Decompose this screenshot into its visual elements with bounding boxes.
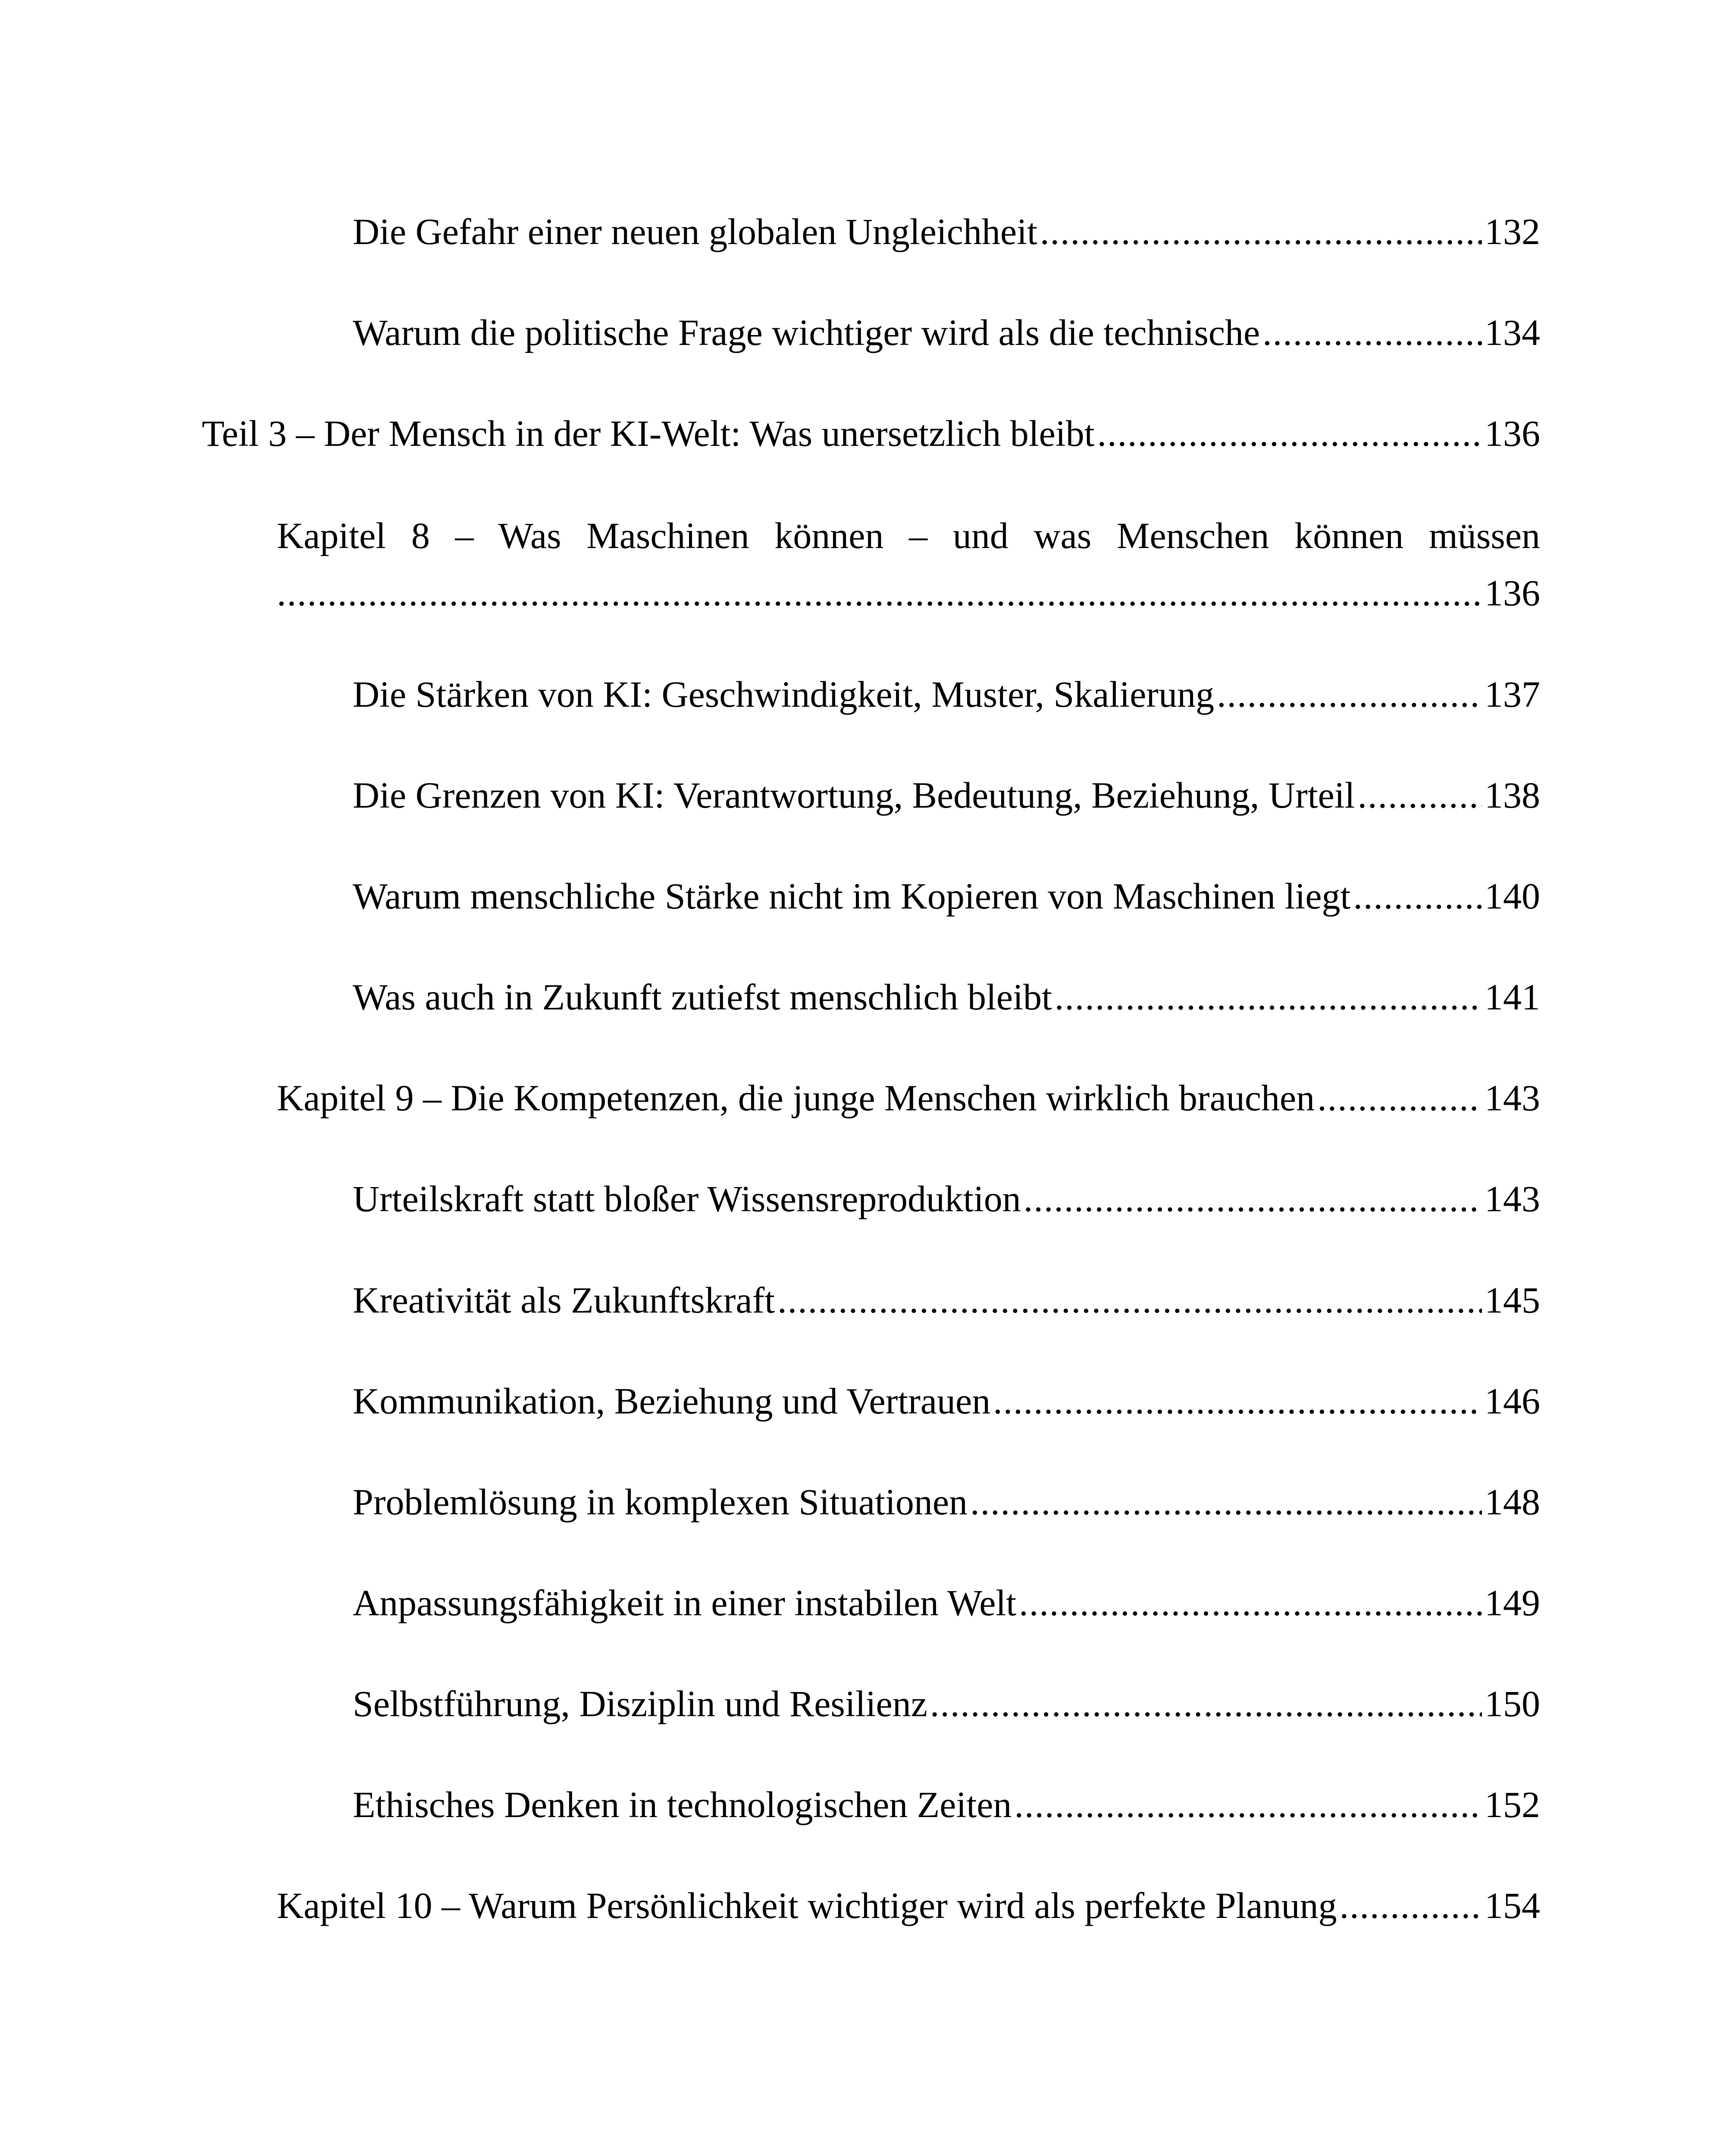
toc-entry-page: 148: [1485, 1481, 1540, 1523]
toc-entry[interactable]: [353, 1276, 1540, 1324]
toc-entry[interactable]: [353, 872, 1540, 920]
toc-entry-page: 136: [1485, 413, 1540, 454]
dot-leader: [1317, 1074, 1482, 1122]
toc-entry-title: Urteilskraft statt bloßer Wissensreproduktion: [353, 1178, 1021, 1219]
toc-entry-title: Die Gefahr einer neuen globalen Ungleichheit: [353, 211, 1037, 252]
toc-entry-title: Teil 3 – Der Mensch in der KI-Welt: Was unersetzlich bleibt: [202, 413, 1095, 454]
toc-entry-page: 149: [1485, 1582, 1540, 1623]
dot-leader: [1353, 872, 1482, 920]
toc-entry[interactable]: [353, 1579, 1540, 1626]
toc-entry-title: Kreativität als Zukunftskraft: [353, 1279, 775, 1321]
dot-leader: [1358, 771, 1482, 819]
toc-entry[interactable]: [353, 1377, 1540, 1425]
toc-entry-page: 132: [1485, 211, 1540, 252]
dot-leader: [1019, 1579, 1482, 1626]
toc-entry-page: 141: [1485, 976, 1540, 1018]
toc-entry-page: 143: [1485, 1077, 1540, 1119]
toc-entry[interactable]: [353, 1781, 1540, 1828]
dot-leader: [1262, 309, 1482, 356]
toc-entry-page: 134: [1485, 312, 1540, 353]
dot-leader: [1217, 671, 1482, 718]
toc-entry-page: 138: [1485, 774, 1540, 816]
toc-entry-title: Warum die politische Frage wichtiger wird als die technische: [353, 312, 1260, 353]
dot-leader: [277, 569, 1482, 617]
toc-chapter-leader-line[interactable]: [277, 569, 1540, 617]
toc-chapter-entry[interactable]: [277, 1882, 1540, 1929]
toc-entry-title: Selbstführung, Disziplin und Resilienz: [353, 1683, 927, 1724]
toc-entry-page: 146: [1485, 1380, 1540, 1422]
toc-entry-title: Was auch in Zukunft zutiefst menschlich bleibt: [353, 976, 1052, 1018]
toc-entry-page: 137: [1485, 674, 1540, 715]
toc-entry[interactable]: [353, 771, 1540, 819]
toc-entry-page: 150: [1485, 1683, 1540, 1724]
dot-leader: [1055, 973, 1482, 1021]
toc-entry-page: 136: [1485, 572, 1540, 614]
toc-entry[interactable]: [353, 973, 1540, 1021]
dot-leader: [1340, 1882, 1482, 1929]
toc-entry-page: 152: [1485, 1784, 1540, 1825]
toc-entry-page: 154: [1485, 1885, 1540, 1926]
toc-entry-page: 140: [1485, 875, 1540, 917]
toc-entry-title: Problemlösung in komplexen Situationen: [353, 1481, 968, 1523]
dot-leader: [970, 1478, 1482, 1526]
toc-chapter-entry[interactable]: [277, 1074, 1540, 1122]
toc-entry-title: Kapitel 10 – Warum Persönlichkeit wichtiger wird als perfekte Planung: [277, 1885, 1337, 1926]
dot-leader: [1014, 1781, 1482, 1828]
toc-entry-title: Ethisches Denken in technologischen Zeiten: [353, 1784, 1012, 1825]
toc-entry[interactable]: [353, 1680, 1540, 1727]
toc-entry-page: 145: [1485, 1279, 1540, 1321]
toc-entry-title: Die Grenzen von KI: Verantwortung, Bedeutung, Beziehung, Urteil: [353, 774, 1355, 816]
toc-entry-title: Kommunikation, Beziehung und Vertrauen: [353, 1380, 991, 1422]
toc-entry[interactable]: [353, 1175, 1540, 1222]
toc-entry-title: Kapitel 9 – Die Kompetenzen, die junge Menschen wirklich brauchen: [277, 1077, 1315, 1119]
toc-entry-title: Warum menschliche Stärke nicht im Kopieren von Maschinen liegt: [353, 875, 1351, 917]
dot-leader: [1097, 410, 1482, 457]
toc-entry[interactable]: [353, 671, 1540, 718]
toc-entry[interactable]: [353, 309, 1540, 356]
dot-leader: [777, 1276, 1482, 1324]
toc-entry-title: Anpassungsfähigkeit in einer instabilen Welt: [353, 1582, 1017, 1623]
dot-leader: [1024, 1175, 1482, 1222]
dot-leader: [1040, 208, 1482, 255]
toc-entry[interactable]: [353, 208, 1540, 255]
toc-entry[interactable]: [353, 1478, 1540, 1526]
dot-leader: [930, 1680, 1482, 1727]
dot-leader: [993, 1377, 1482, 1425]
toc-chapter-title-wrapped[interactable]: Kapitel 8 – Was Maschinen können – und was Menschen können müssen: [277, 515, 1540, 556]
toc-entry-title: Die Stärken von KI: Geschwindigkeit, Muster, Skalierung: [353, 674, 1215, 715]
toc-part-entry[interactable]: [202, 410, 1540, 457]
toc-entry-page: 143: [1485, 1178, 1540, 1219]
